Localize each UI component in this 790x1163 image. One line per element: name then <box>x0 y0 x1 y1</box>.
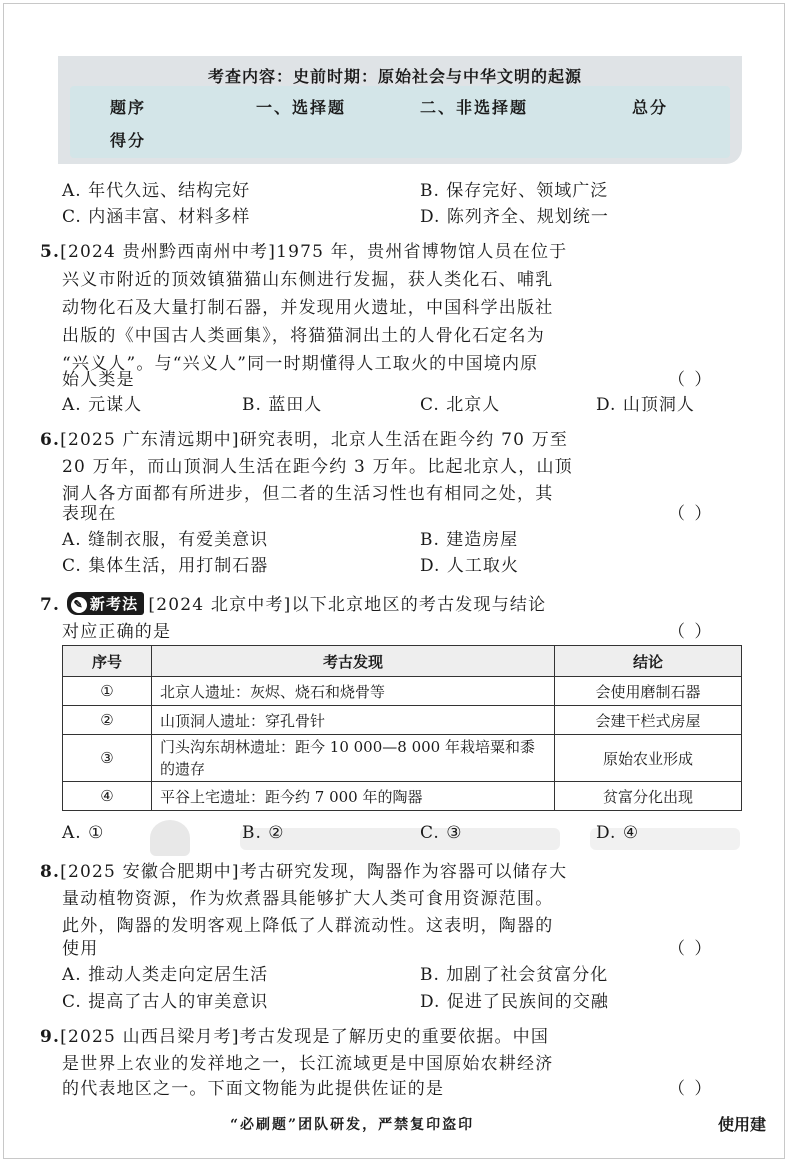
q7-option-a[interactable]: A. ① <box>62 823 105 843</box>
table-row <box>63 735 742 782</box>
table-cell-finding: 门头沟东胡林遗址：距今 10 000—8 000 年栽培粟和黍的遗存 <box>152 735 555 782</box>
q6-option-a[interactable]: A. 缝制衣服，有爱美意识 <box>62 530 269 550</box>
q9-text-line: 的代表地区之一。下面文物能为此提供佐证的是 <box>62 1079 445 1099</box>
col-order-label: 题序 <box>110 98 147 117</box>
q6-option-b[interactable]: B. 建造房屋 <box>420 530 519 550</box>
q5-text-line: [2024 贵州黔西南州中考]1975 年，贵州省博物馆人员在位于 <box>60 242 568 262</box>
table-header: 结论 <box>555 646 742 677</box>
q7-option-b[interactable]: B. ② <box>242 823 285 843</box>
q8-answer-blank[interactable]: （ ） <box>668 939 714 959</box>
table-cell-no: ④ <box>63 782 152 811</box>
q8-option-a[interactable]: A. 推动人类走向定居生活 <box>62 965 269 985</box>
q8-text-line: [2025 安徽合肥期中]考古研究发现，陶器作为容器可以储存大 <box>60 862 568 882</box>
q9-text-line: [2025 山西吕梁月考]考古发现是了解历史的重要依据。中国 <box>60 1027 550 1047</box>
col-choice-label: 一、选择题 <box>256 98 347 117</box>
table-header: 考古发现 <box>152 646 555 677</box>
table-header: 序号 <box>63 646 152 677</box>
q6-option-d[interactable]: D. 人工取火 <box>420 556 519 576</box>
table-row <box>63 782 742 811</box>
table-cell-conclusion: 原始农业形成 <box>555 735 742 782</box>
q7-text-line: [2024 北京中考]以下北京地区的考古发现与结论 <box>148 595 547 615</box>
table-row <box>63 706 742 735</box>
footer-notice: “必刷题”团队研发，严禁复印盗印 <box>230 1117 475 1133</box>
q4-option-c[interactable]: C. 内涵丰富、材料多样 <box>62 207 251 227</box>
table-cell-conclusion: 会使用磨制石器 <box>555 677 742 706</box>
q5-option-b[interactable]: B. 蓝田人 <box>242 395 323 415</box>
q4-option-b[interactable]: B. 保存完好、领域广泛 <box>420 181 609 201</box>
col-total-label: 总分 <box>632 98 669 117</box>
new-method-badge <box>67 592 145 615</box>
q5-text-line: 兴义市附近的顶效镇猫猫山东侧进行发掘，获人类化石、哺乳 <box>62 270 554 290</box>
q6-text-line: [2025 广东清远期中]研究表明，北京人生活在距今约 70 万至 <box>60 430 569 450</box>
q6-option-c[interactable]: C. 集体生活，用打制石器 <box>62 556 269 576</box>
q6-answer-blank[interactable]: （ ） <box>668 504 714 524</box>
footer-right-label: 使用建 <box>718 1115 767 1134</box>
q5-option-a[interactable]: A. 元谋人 <box>62 395 143 415</box>
badge-label: 新考法 <box>89 595 139 613</box>
q9-text-line: 是世界上农业的发祥地之一，长江流域更是中国原始农耕经济 <box>62 1054 554 1074</box>
row-score-label: 得分 <box>110 131 147 150</box>
watermark-shape <box>150 820 190 856</box>
q7-option-d[interactable]: D. ④ <box>596 823 640 843</box>
table-header-row <box>63 646 742 677</box>
q6-number: 6. <box>40 430 61 450</box>
q8-option-c[interactable]: C. 提高了古人的审美意识 <box>62 992 269 1012</box>
q5-option-c[interactable]: C. 北京人 <box>420 395 501 415</box>
q9-number: 9. <box>40 1027 61 1047</box>
q7-text-line: 对应正确的是 <box>62 622 172 642</box>
q7-number: 7. <box>40 595 61 615</box>
q5-option-d[interactable]: D. 山顶洞人 <box>596 395 695 415</box>
score-table-strip <box>70 86 730 158</box>
table-cell-no: ① <box>63 677 152 706</box>
q5-text-line: 始人类是 <box>62 370 135 390</box>
q8-text-line: 量动植物资源，作为炊煮器具能够扩大人类可食用资源范围。 <box>62 889 554 909</box>
q9-answer-blank[interactable]: （ ） <box>668 1079 714 1099</box>
q8-number: 8. <box>40 862 61 882</box>
q7-answer-blank[interactable]: （ ） <box>668 622 714 642</box>
q5-text-line: 出版的《中国古人类画集》，将猫猫洞出土的人骨化石定名为 <box>62 326 545 346</box>
q8-option-b[interactable]: B. 加剧了社会贫富分化 <box>420 965 609 985</box>
q7-option-c[interactable]: C. ③ <box>420 823 463 843</box>
q4-option-a[interactable]: A. 年代久远、结构完好 <box>62 181 251 201</box>
q6-text-line: 洞人各方面都有所进步，但二者的生活习性也有相同之处，其 <box>62 484 554 504</box>
q6-text-line: 20 万年，而山顶洞人生活在距今约 3 万年。比起北京人，山顶 <box>62 457 573 477</box>
table-cell-conclusion: 会建干栏式房屋 <box>555 706 742 735</box>
q6-text-line: 表现在 <box>62 504 117 524</box>
q8-text-line: 此外，陶器的发明客观上降低了人群流动性。这表明，陶器的 <box>62 916 554 936</box>
table-cell-no: ② <box>63 706 152 735</box>
q8-text-line: 使用 <box>62 939 99 959</box>
q5-text-line: “兴义人”。与“兴义人”同一时期懂得人工取火的中国境内原 <box>62 354 539 374</box>
q8-option-d[interactable]: D. 促进了民族间的交融 <box>420 992 609 1012</box>
table-cell-finding: 平谷上宅遗址：距今约 7 000 年的陶器 <box>152 782 555 811</box>
q5-number: 5. <box>40 242 61 262</box>
table-cell-no: ③ <box>63 735 152 782</box>
q5-answer-blank[interactable]: （ ） <box>668 370 714 390</box>
table-cell-conclusion: 贫富分化出现 <box>555 782 742 811</box>
q4-option-d[interactable]: D. 陈列齐全、规划统一 <box>420 207 609 227</box>
table-row <box>63 677 742 706</box>
exam-subject: 考查内容：史前时期：原始社会与中华文明的起源 <box>207 67 582 86</box>
pencil-icon: ✎ <box>71 597 87 613</box>
table-cell-finding: 山顶洞人遗址：穿孔骨针 <box>152 706 555 735</box>
q7-table <box>62 645 742 811</box>
q5-text-line: 动物化石及大量打制石器，并发现用火遗址，中国科学出版社 <box>62 298 554 318</box>
col-nonchoice-label: 二、非选择题 <box>420 98 529 117</box>
table-cell-finding: 北京人遗址：灰烬、烧石和烧骨等 <box>152 677 555 706</box>
watermark-shape <box>240 828 560 850</box>
